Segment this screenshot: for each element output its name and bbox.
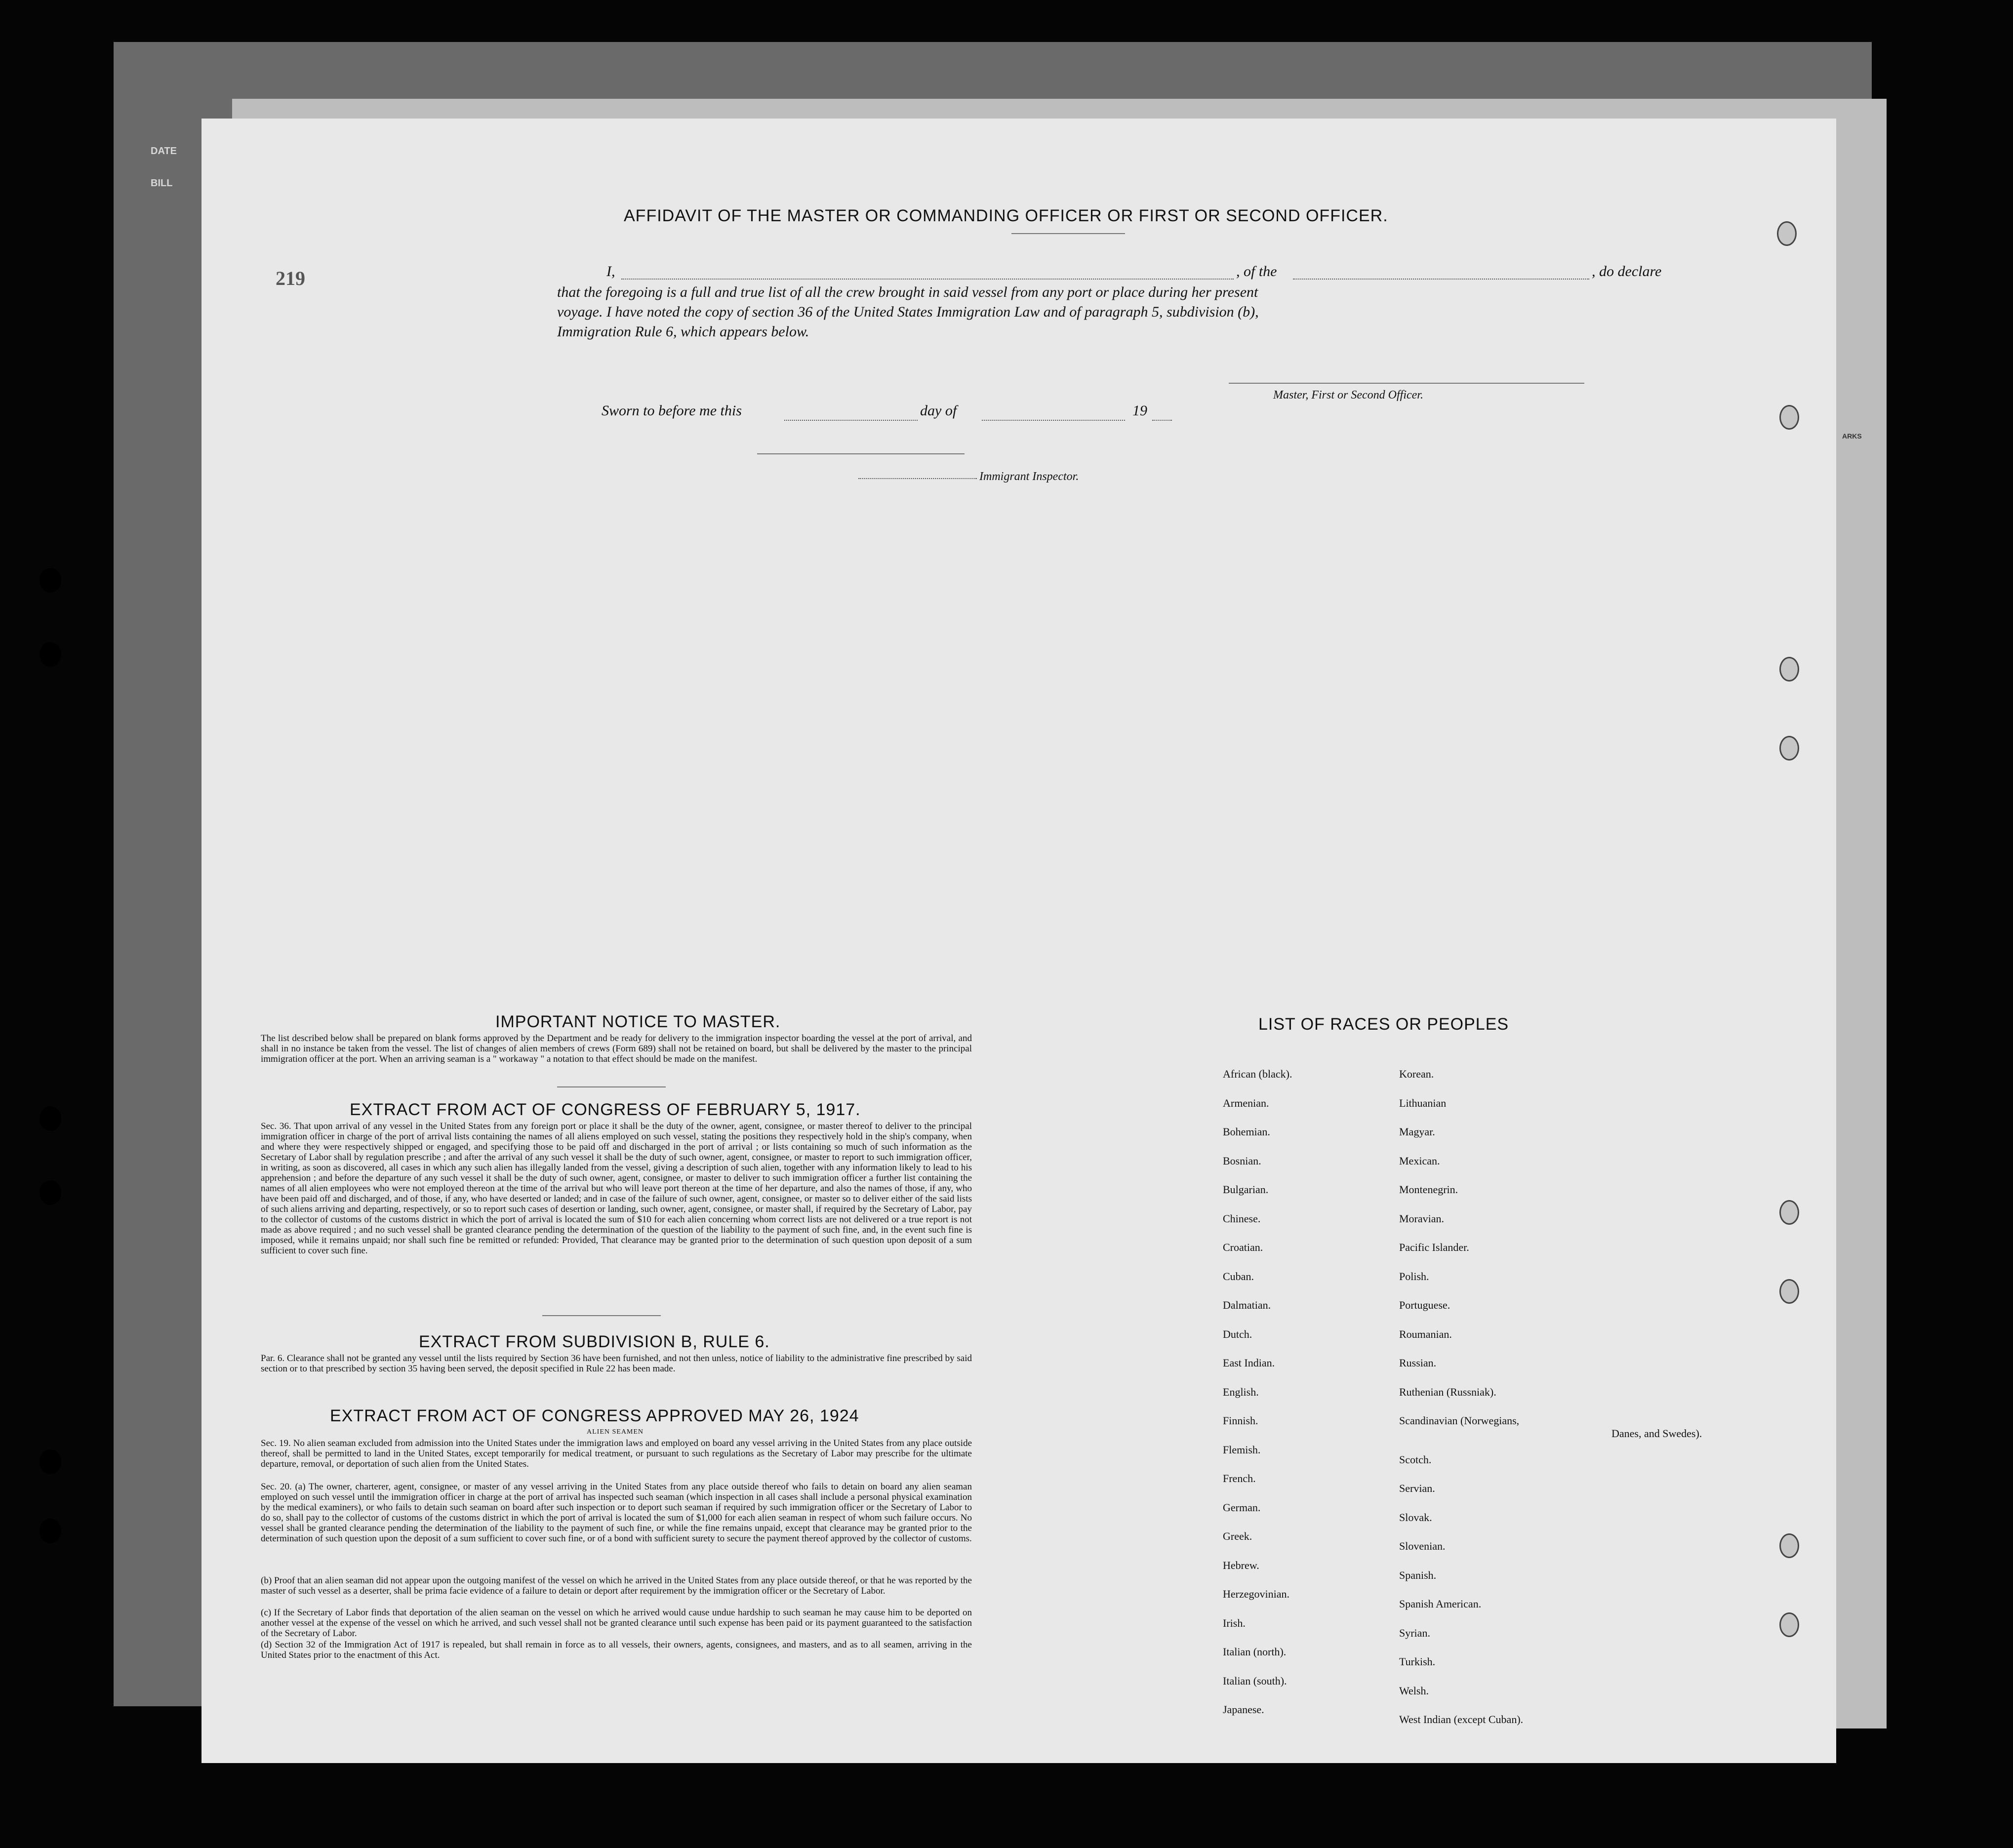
race-right-item: Slovenian.: [1399, 1540, 1446, 1552]
race-right-item: Pacific Islander.: [1399, 1241, 1469, 1253]
sworn-text: Sworn to before me this: [602, 402, 742, 419]
crew-manifest-page: [201, 119, 1836, 1763]
extract-1917-body: Sec. 36. That upon arrival of any vessel in the United States from any foreign port or place it shall be the duty of the owner, agent, consignee, or master thereof to deliver to the principal immigration officer in charge of the port of arrival lists containing the names of all aliens employed on such vessel, stating the positions they respectively hold in the ship's company, when and where they were respectively shipped or engaged, and specifying those to be paid off and discharged in the port of arrival ; or lists containing so much of such information as the Secretary of Labor shall by regulation prescribe ; and after the arrival of any such vessel it shall be the duty of such owner, agent, consignee, or master to report to such immigration officer, in writing, as soon as discovered, all cases in which any such alien has illegally landed from the vessel, giving a description of such alien, together with any information likely to lead to his apprehension ; and before the departure of any such vessel it shall be the duty of such owner, agent, consignee, or master to deliver to such immigration officer a further list containing the names of all alien employees who were not employed thereon at the time of the arrival but who will leave port thereon at the time of her departure, and also the names of those, if any, who have been paid off and discharged, and of those, if any, who have deserted or landed; and in case of the failure of such owner, agent, consignee, or master so to deliver either of the said lists of such aliens arriving and departing, respectively, or so to report such cases of desertion or landing, such owner, agent, consignee, or master shall, if required by the Secretary of Labor, pay to the collector of customs of the customs district in which the port of arrival is located the sum of $10 for each alien concerning whom correct lists are not delivered or a true report is not made as above required ; and no such vessel shall be granted clearance pending the determination of the question of the liability to the payment of such fine, and, in the event such fine is imposed, while it remains unpaid; nor shall such fine be remitted or refunded: Provided, That clearance may be granted prior to the determination of such question upon deposit of a sum sufficient to cover such fine.: [261, 1121, 972, 1256]
sworn-year: 19: [1132, 402, 1147, 419]
affidavit-declare: , do declare: [1592, 263, 1662, 280]
inspector-caption: Immigrant Inspector.: [979, 470, 1079, 483]
affidavit-line-2: that the foregoing is a full and true list of all the crew brought in said vessel from any port or place during her present: [557, 284, 1258, 300]
race-left-item: Chinese.: [1223, 1212, 1261, 1225]
race-left-item: Bohemian.: [1223, 1125, 1270, 1138]
affidavit-line-4: Immigration Rule 6, which appears below.: [557, 323, 809, 340]
extract-1924-sec19: Sec. 19. No alien seaman excluded from admission into the United States under the immigration laws and employed on board any vessel arriving in the United States from any place outside thereof, shall be permitted to land in the United States, except temporarily for medical treatment, or pursuant to such regulations as the Secretary of Labor may prescribe for the ultimate departure, removal, or deportation of such alien from the United States.: [261, 1438, 972, 1469]
extract-1924-sec20d: (d) Section 32 of the Immigration Act of 1917 is repealed, but shall remain in force as to all vessels, their owners, agents, consignees, and masters, and as to all seamen, arriving in the United States prior to the enactment of this Act.: [261, 1640, 972, 1660]
sworn-day-of: day of: [920, 402, 957, 419]
race-right-item: Moravian.: [1399, 1212, 1445, 1225]
race-right-item: Spanish.: [1399, 1568, 1437, 1581]
punch-hole: [1779, 736, 1799, 761]
race-left-item: Flemish.: [1223, 1443, 1261, 1456]
notice-body: The list described below shall be prepared on blank forms approved by the Department and be ready for delivery to the immigration inspector boarding the vessel at the port of arrival, and shall in no instance be taken from the vessel. The list of changes of alien members of crews (Form 689) shall not be retained on board, but shall be delivered by the master to the principal immigration officer at the port. When an arriving seaman is a " workaway " a notation to that effect should be made on the manifest.: [261, 1033, 972, 1064]
race-right-item: West Indian (except Cuban).: [1399, 1713, 1524, 1726]
race-left-item: East Indian.: [1223, 1357, 1275, 1369]
race-left-item: Italian (north).: [1223, 1646, 1287, 1658]
race-left-item: Finnish.: [1223, 1414, 1258, 1427]
races-title: LIST OF RACES OR PEOPLES: [1258, 1015, 1509, 1034]
race-right-item: Portuguese.: [1399, 1299, 1450, 1311]
binder-hole: [40, 642, 61, 667]
race-right-item: Scandinavian (Norwegians,: [1399, 1414, 1520, 1427]
extract-1924-sec20c: (c) If the Secretary of Labor finds that deportation of the alien seaman on the vessel on which he arrived would cause undue hardship to such seaman he may cause him to be deported on another vessel at the expense of the vessel on which he arrived, and such vessel shall not be granted clearance until such expense has been paid or its payment guaranteed to the satisfaction of the Secretary of Labor.: [261, 1607, 972, 1639]
race-left-item: African (black).: [1223, 1068, 1292, 1080]
race-right-item: Mexican.: [1399, 1154, 1440, 1167]
race-left-item: Armenian.: [1223, 1096, 1269, 1109]
extract-1917-title: EXTRACT FROM ACT OF CONGRESS OF FEBRUARY 5, 1917.: [350, 1100, 861, 1119]
inspector-signature-line[interactable]: [858, 478, 977, 479]
race-left-item: Dutch.: [1223, 1327, 1252, 1340]
race-right-item: Ruthenian (Russniak).: [1399, 1385, 1496, 1398]
extract-1924-title: EXTRACT FROM ACT OF CONGRESS APPROVED MAY 26, 1924: [330, 1406, 859, 1425]
affidavit-title: AFFIDAVIT OF THE MASTER OR COMMANDING OFFICER OR FIRST OR SECOND OFFICER.: [624, 206, 1388, 225]
sworn-year-field[interactable]: [1152, 420, 1172, 421]
race-left-item: Irish.: [1223, 1616, 1246, 1629]
separator-rule: [757, 453, 965, 454]
race-right-item: Slovak.: [1399, 1511, 1432, 1524]
officer-signature-line[interactable]: [1229, 383, 1584, 384]
extract-1924-subtitle: ALIEN SEAMEN: [587, 1428, 644, 1436]
officer-caption: Master, First or Second Officer.: [1273, 389, 1423, 402]
binder-hole: [40, 1449, 61, 1474]
race-right-item: Russian.: [1399, 1357, 1437, 1369]
punch-hole: [1779, 1200, 1799, 1225]
binder-hole: [40, 568, 61, 593]
race-right-item: Montenegrin.: [1399, 1183, 1458, 1196]
extract-rule6-body: Par. 6. Clearance shall not be granted any vessel until the lists required by Section 36 have been furnished, and not then unless, notice of liability to the administrative fine prescribed by said section or to that prescribed by section 35 having been served, the deposit specified in Rule 22 has been made.: [261, 1353, 972, 1374]
race-right-item: Spanish American.: [1399, 1598, 1482, 1610]
race-left-item: Japanese.: [1223, 1703, 1264, 1716]
declarant-name-field[interactable]: [621, 279, 1234, 280]
race-right-item: Polish.: [1399, 1270, 1429, 1283]
race-left-item: Dalmatian.: [1223, 1299, 1271, 1311]
race-right-item: Syrian.: [1399, 1626, 1430, 1639]
punch-hole: [1779, 405, 1799, 430]
sworn-day-field[interactable]: [784, 420, 918, 421]
race-left-item: Hebrew.: [1223, 1559, 1259, 1571]
race-right-item: Scotch.: [1399, 1453, 1432, 1466]
left-edge-label-bill: BILL: [151, 178, 173, 189]
affidavit-line-3: voyage. I have noted the copy of section 36 of the United States Immigration Law and of paragraph 5, subdivision (b),: [557, 304, 1259, 320]
race-right-item: Servian.: [1399, 1482, 1435, 1494]
punch-hole: [1779, 657, 1799, 682]
race-right-item: Welsh.: [1399, 1684, 1429, 1697]
race-left-item: French.: [1223, 1472, 1256, 1485]
sworn-month-field[interactable]: [982, 420, 1125, 421]
race-right-item: Magyar.: [1399, 1125, 1435, 1138]
punch-hole: [1779, 1279, 1799, 1304]
title-rule: [1011, 233, 1125, 234]
race-left-item: Bulgarian.: [1223, 1183, 1269, 1196]
binder-hole: [40, 1519, 61, 1543]
race-left-item: Cuban.: [1223, 1270, 1254, 1283]
section-rule: [542, 1315, 661, 1316]
race-left-item: Greek.: [1223, 1530, 1252, 1542]
vessel-name-field[interactable]: [1293, 279, 1589, 280]
notice-title: IMPORTANT NOTICE TO MASTER.: [495, 1012, 781, 1031]
section-rule: [557, 1086, 666, 1087]
race-left-item: Bosnian.: [1223, 1154, 1261, 1167]
race-scandinavian-continuation: Danes, and Swedes).: [1611, 1427, 1702, 1440]
affidavit-of-the: , of the: [1236, 263, 1277, 280]
extract-rule6-title: EXTRACT FROM SUBDIVISION B, RULE 6.: [419, 1332, 770, 1351]
binder-hole: [40, 1180, 61, 1205]
race-left-item: Italian (south).: [1223, 1674, 1287, 1687]
race-right-item: Turkish.: [1399, 1655, 1436, 1668]
sheet-number-stamp: 219: [276, 267, 305, 289]
punch-hole: [1779, 1533, 1799, 1558]
extract-1924-sec20b: (b) Proof that an alien seaman did not appear upon the outgoing manifest of the vessel on which he arrived in the United States from any place outside thereof, or that he was reported by the master of such vessel as a deserter, shall be prima facie evidence of a failure to detain or deport after requirement by the immigration officer or the Secretary of Labor.: [261, 1575, 972, 1596]
left-edge-label-date: DATE: [151, 146, 177, 157]
race-left-item: Croatian.: [1223, 1241, 1263, 1253]
race-left-item: Herzegovinian.: [1223, 1588, 1289, 1600]
right-edge-label: ARKS: [1842, 432, 1862, 440]
binder-hole: [40, 1106, 61, 1131]
race-left-item: English.: [1223, 1385, 1259, 1398]
punch-hole: [1777, 221, 1797, 246]
race-right-item: Korean.: [1399, 1068, 1434, 1080]
extract-1924-sec20a: Sec. 20. (a) The owner, charterer, agent, consignee, or master of any vessel arriving in the United States from any place outside thereof who fails to detain on board any alien seaman employed on such vessel until the immigration officer in charge at the port of arrival has inspected such seaman (which inspection in all cases shall include a personal physical examination by the medical examiners), or who fails to detain such seaman on board after such inspection or to deport such seaman if required by such immigration officer or the Secretary of Labor to do so, shall pay to the collector of customs of the customs district in which the port of arrival is located the sum of $1,000 for each alien seaman in respect of whom such failure occurs. No vessel shall be granted clearance pending the determination of the liability to the payment of such fine, or while the fine remains unpaid, except that clearance may be granted prior to the determination of such question upon the deposit of a sum sufficient to cover such fine, or of a bond with sufficient surety to secure the payment thereof approved by the collector of customs.: [261, 1482, 972, 1544]
race-right-item: Lithuanian: [1399, 1096, 1447, 1109]
race-left-item: German.: [1223, 1501, 1261, 1514]
punch-hole: [1779, 1612, 1799, 1637]
affidavit-i: I,: [606, 263, 615, 280]
race-right-item: Roumanian.: [1399, 1327, 1452, 1340]
